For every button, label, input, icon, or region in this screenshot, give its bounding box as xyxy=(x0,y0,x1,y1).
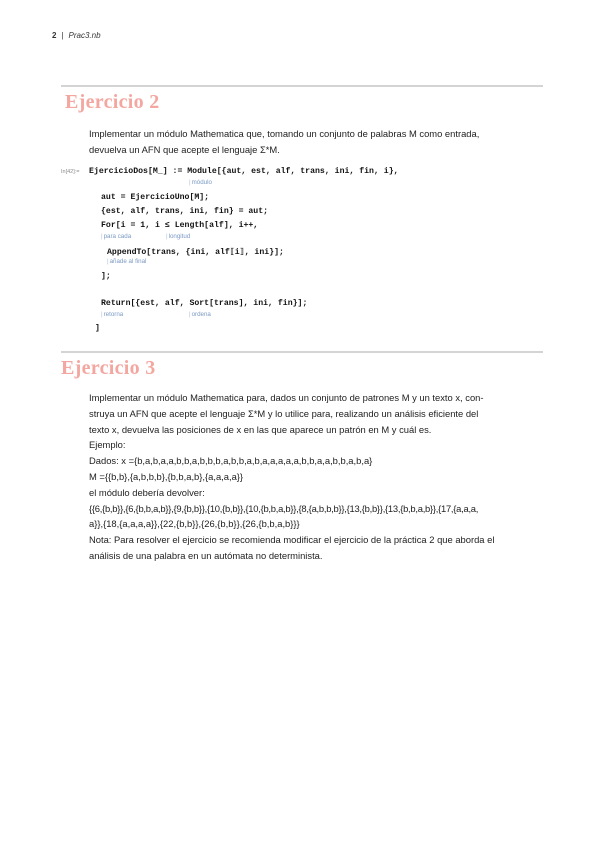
description-line: Implementar un módulo Mathematica que, tomando un conjunto de palabras M como entrada, xyxy=(89,128,480,139)
page-number: 2 xyxy=(52,31,57,40)
code-line: AppendTo[trans, {ini, alf⟦i⟧, ini}]; xyxy=(107,248,284,257)
code-line: ]; xyxy=(101,272,111,281)
description-line: Nota: Para resolver el ejercicio se recomienda modificar el ejercicio de la práctica 2 que aborda el xyxy=(89,534,495,546)
tooltip-length: | longitud xyxy=(166,233,190,240)
tooltip-return: | retorna xyxy=(101,311,123,318)
header-separator: | xyxy=(61,31,64,40)
section-title-ejercicio-2: Ejercicio 2 xyxy=(65,91,160,113)
file-name: Prac3.nb xyxy=(68,31,101,40)
description-line: struya un AFN que acepte el lenguaje Σ*M y lo utilice para, realizando un análisis eficiente del xyxy=(89,407,479,419)
tooltip-for: | para cada xyxy=(101,233,131,240)
section-divider xyxy=(61,85,543,87)
description-line: Ejemplo: xyxy=(89,439,126,451)
section-divider xyxy=(61,351,543,353)
description-line: el módulo debería devolver: xyxy=(89,486,205,498)
code-line: ] xyxy=(95,324,100,333)
input-cell-label: In[42]:= xyxy=(61,169,80,175)
tooltip-append: | añade al final xyxy=(107,258,146,265)
code-line: Return[{est, alf, Sort[trans], ini, fin}]; xyxy=(101,299,308,308)
page-header xyxy=(52,31,101,40)
tooltip-module: | módulo xyxy=(189,179,212,186)
code-line: EjercicioDos[M_] := Module[{aut, est, alf, trans, ini, fin, i}, xyxy=(89,167,399,176)
description-line: texto x, devuelva las posiciones de x en las que aparece un patrón en M y cuál es. xyxy=(89,423,432,435)
code-line: {est, alf, trans, ini, fin} = aut; xyxy=(101,207,269,216)
section-title-ejercicio-3: Ejercicio 3 xyxy=(61,357,156,379)
description-line: a}},{18,{a,a,a,a}},{22,{b,b}},{26,{b,b}},{26,{b,b,a,b}}} xyxy=(89,518,300,530)
description-line: M ={{b,b},{a,b,b,b},{b,b,a,b},{a,a,a,a}} xyxy=(89,470,244,482)
description-line: Implementar un módulo Mathematica para, dados un conjunto de patrones M y un texto x, con- xyxy=(89,392,484,403)
ejercicio-2-description xyxy=(89,126,539,158)
description-line: {{6,{b,b}},{6,{b,b,a,b}},{9,{b,b}},{10,{b,b}},{10,{b,b,a,b}},{8,{a,b,b,b}},{13,{b,b}},{13,{b,b,a,b}},{17,{a,a,a, xyxy=(89,502,479,514)
ejercicio-3-description xyxy=(89,390,539,564)
description-line: devuelva un AFN que acepte el lenguaje Σ*M. xyxy=(89,143,280,155)
description-line: análisis de una palabra en un autómata no determinista. xyxy=(89,549,323,561)
code-line: For[i = 1, i ≤ Length[alf], i++, xyxy=(101,221,259,230)
tooltip-sort: | ordena xyxy=(189,311,211,318)
description-line: Dados: x ={b,a,b,a,a,b,b,a,b,b,b,a,b,b,a,b,a,a,a,a,a,b,b,a,a,b,b,a,b,a} xyxy=(89,455,373,467)
code-line: aut = EjercicioUno[M]; xyxy=(101,193,210,202)
